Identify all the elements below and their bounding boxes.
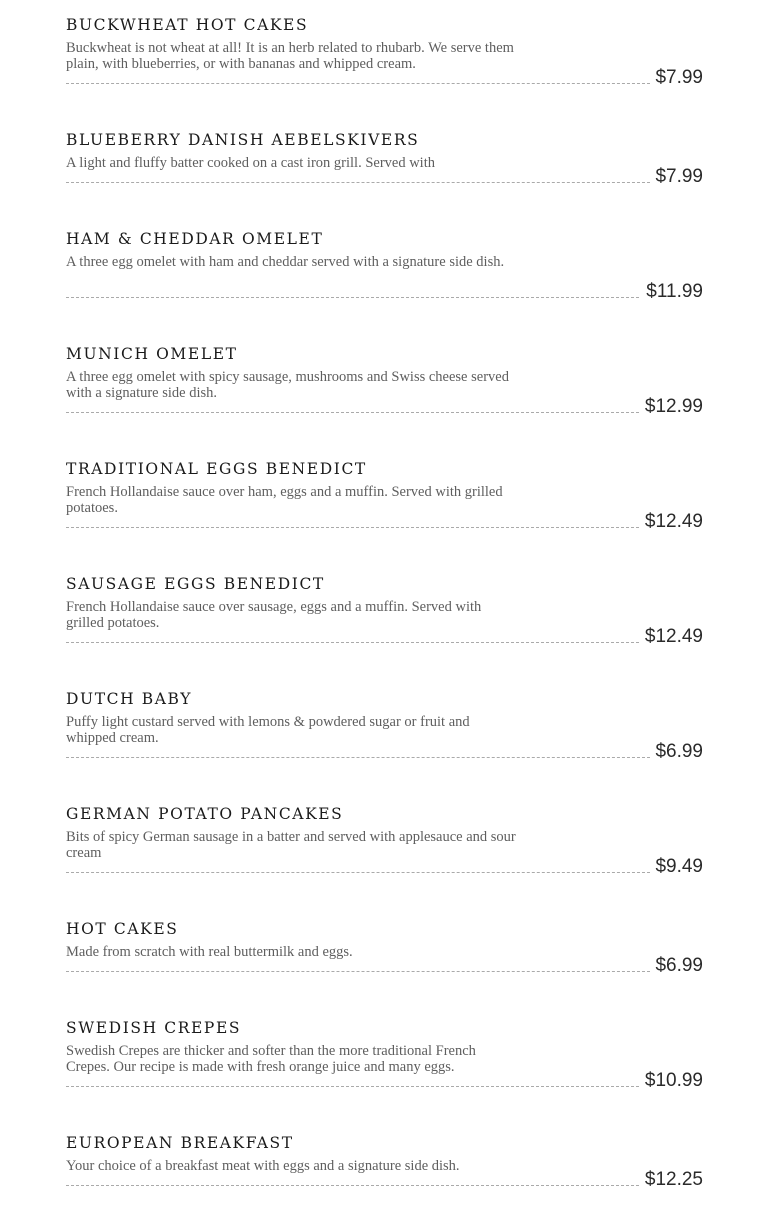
menu-item-title: MUNICH OMELET [66,345,238,363]
menu-item-description: French Hollandaise sauce over ham, eggs and a muffin. Served with grilled potatoes. [66,484,503,516]
menu-item-description: Swedish Crepes are thicker and softer than the more traditional French Crepes. Our recipe is made with fresh orange juice and many eggs. [66,1043,476,1075]
dotted-leader-line [66,757,650,758]
dotted-leader-line [66,412,639,413]
dotted-leader-line [66,83,650,84]
menu-item-dutch-baby [66,674,703,789]
menu-item-description: Puffy light custard served with lemons & powdered sugar or fruit and whipped cream. [66,714,470,746]
dotted-leader-line [66,971,650,972]
menu-item-german-potato-pancakes [66,789,703,904]
menu-item-title: TRADITIONAL EGGS BENEDICT [66,460,367,478]
menu-item-description: A three egg omelet with ham and cheddar served with a signature side dish. [66,254,505,270]
menu-item-description: Bits of spicy German sausage in a batter and served with applesauce and sour cream [66,829,516,861]
menu-item-title: DUTCH BABY [66,690,193,708]
menu-item-description: French Hollandaise sauce over sausage, eggs and a muffin. Served with grilled potatoes. [66,599,482,631]
menu-item-price: $10.99 [644,1070,703,1091]
menu-item-description: A three egg omelet with spicy sausage, mushrooms and Swiss cheese served with a signature side dish. [66,369,509,401]
menu-item-price: $6.99 [655,955,703,976]
dotted-leader-line [66,872,650,873]
menu-item-price: $7.99 [655,166,703,187]
menu-item-european-breakfast [66,1118,703,1217]
dotted-leader-line [66,1086,639,1087]
dotted-leader-line [66,1185,639,1186]
menu-item-title: SAUSAGE EGGS BENEDICT [66,575,325,593]
menu-item-hot-cakes [66,904,703,1003]
menu-item-description: Your choice of a breakfast meat with eggs and a signature side dish. [66,1158,460,1174]
menu-item-price: $12.49 [644,626,703,647]
menu-item-title: BUCKWHEAT HOT CAKES [66,16,309,34]
menu-item-traditional-eggs-benedict [66,444,703,559]
menu-item-price: $12.99 [644,396,703,417]
menu-item-description: Buckwheat is not wheat at all! It is an herb related to rhubarb. We serve them plain, with blueberries, or with bananas and whipped cream. [66,40,514,72]
menu-item-price: $12.25 [644,1169,703,1190]
menu-item-ham-cheddar-omelet [66,214,703,329]
dotted-leader-line [66,297,639,298]
menu-item-munich-omelet [66,329,703,444]
dotted-leader-line [66,182,650,183]
menu-item-buckwheat-hot-cakes [66,0,703,115]
menu-list [66,0,703,1217]
menu-item-title: HAM & CHEDDAR OMELET [66,230,324,248]
dotted-leader-line [66,642,639,643]
menu-item-title: EUROPEAN BREAKFAST [66,1134,294,1152]
menu-item-price: $7.99 [655,67,703,88]
menu-item-title: BLUEBERRY DANISH AEBELSKIVERS [66,131,420,149]
menu-item-price: $6.99 [655,741,703,762]
menu-item-description: A light and fluffy batter cooked on a cast iron grill. Served with [66,155,435,171]
menu-item-price: $12.49 [644,511,703,532]
dotted-leader-line [66,527,639,528]
menu-item-price: $9.49 [655,856,703,877]
menu-item-sausage-eggs-benedict [66,559,703,674]
menu-item-title: GERMAN POTATO PANCAKES [66,805,344,823]
menu-item-blueberry-danish-aebelskivers [66,115,703,214]
menu-item-swedish-crepes [66,1003,703,1118]
menu-item-title: HOT CAKES [66,920,179,938]
menu-item-title: SWEDISH CREPES [66,1019,242,1037]
menu-item-description: Made from scratch with real buttermilk and eggs. [66,944,353,960]
menu-item-price: $11.99 [646,281,703,302]
